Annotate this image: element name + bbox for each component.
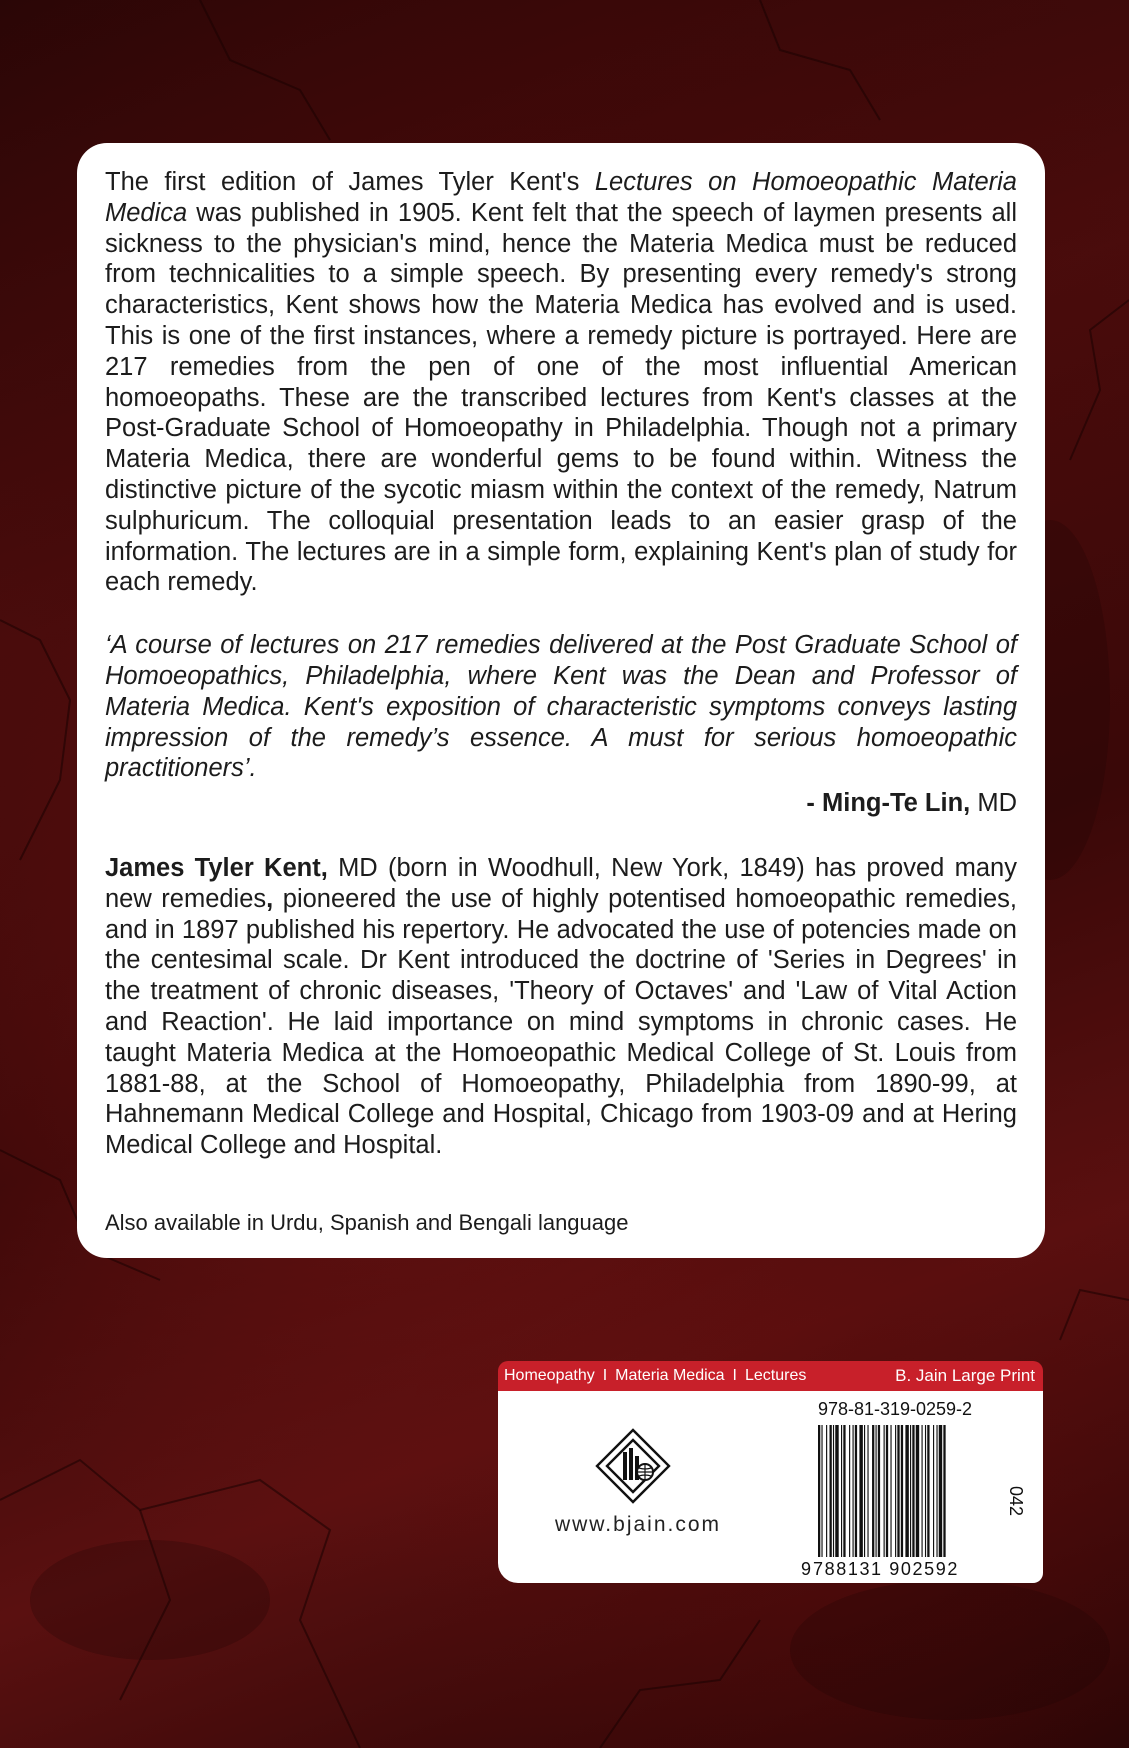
barcode-bar <box>841 1425 842 1557</box>
barcode-bar <box>853 1425 854 1557</box>
barcode-bar <box>833 1425 834 1557</box>
barcode-bar <box>821 1425 822 1557</box>
attribution-name: Ming-Te Lin, <box>822 789 971 818</box>
barcode-bar <box>855 1425 857 1557</box>
barcode-bar <box>867 1425 868 1557</box>
category-lectures: Lectures <box>745 1367 807 1384</box>
attribution-credential: MD <box>970 789 1017 818</box>
barcode-bar <box>901 1425 903 1557</box>
barcode-bar <box>884 1425 885 1557</box>
barcode-bar <box>843 1425 845 1557</box>
barcode-bar <box>910 1425 911 1557</box>
barcode-bar <box>818 1425 820 1557</box>
category-separator: I <box>732 1367 737 1384</box>
barcode-bar <box>849 1425 850 1557</box>
barcode-bar <box>859 1425 862 1557</box>
barcode-addon: 042 <box>1006 1486 1026 1517</box>
barcode-bar <box>936 1425 937 1557</box>
barcode-bar <box>939 1425 942 1557</box>
category-tag-bar <box>498 1361 1043 1391</box>
bjain-logo-icon <box>593 1426 673 1506</box>
book-description <box>105 167 1017 598</box>
barcode-bar <box>890 1425 891 1557</box>
barcode-bar <box>835 1425 838 1557</box>
also-available-note: Also available in Urdu, Spanish and Bengali language <box>105 1210 629 1235</box>
barcode-bar <box>925 1425 926 1557</box>
barcode-bar <box>905 1425 908 1557</box>
barcode-bar <box>897 1425 899 1557</box>
barcode-bar <box>864 1425 865 1557</box>
testimonial-quote: ‘A course of lectures on 217 remedies delivered at the Post Graduate School of Homoeopathics, Philadelphia, where Kent was the Dean and Professor of Materia Medica. Kent's exposition of characteristic symptoms conveys lasting impression of the remedy’s essence. A must for serious homoeopathic practitioners’. <box>105 631 1017 783</box>
barcode-bar <box>826 1425 827 1557</box>
barcode-bar <box>933 1425 934 1557</box>
author-bio-text-a: MD (born in Woodhull, New York, 1849) has proved many new remedies <box>105 853 1017 913</box>
category-list <box>504 1367 806 1385</box>
isbn-barcode <box>816 1425 1024 1557</box>
barcode-bar <box>895 1425 896 1557</box>
attribution-dash: - <box>806 789 822 818</box>
barcode-bar <box>943 1425 945 1557</box>
publisher-website: www.bjain.com <box>554 1513 722 1536</box>
category-materia-medica: Materia Medica <box>615 1367 725 1384</box>
isbn-number: 978-81-319-0259-2 <box>817 1399 973 1419</box>
barcode-bar <box>878 1425 880 1557</box>
series-name: B. Jain Large Print <box>895 1366 1035 1385</box>
barcode-bar <box>876 1425 877 1557</box>
barcode-bar <box>916 1425 919 1557</box>
description-panel <box>77 143 1045 1258</box>
barcode-bar <box>927 1425 929 1557</box>
barcode-bar <box>912 1425 914 1557</box>
category-homeopathy: Homeopathy <box>504 1367 595 1384</box>
testimonial-attribution <box>105 788 1017 819</box>
author-bio-text-b: pioneered the use of highly potentised homoeopathic remedies, and in 1897 published his repertory. He advocated the use of potencies made on the centesimal scale. Dr Kent introduced the doctrine of 'Series in Degrees' in the treatment of chronic diseases, 'Theory of Octaves' and 'Law of Vital Action and Reaction'. He laid importance on mind symptoms in chronic cases. He taught Materia Medica at the Homoeopathic Medical College of St. Louis from 1881-88, at the School of Homoeopathy, Philadelphia from 1890-99, at Hahnemann Medical College and Hospital, Chicago from 1903-09 and at Hering Medical College and Hospital. <box>105 884 1017 1160</box>
publisher-barcode-box <box>498 1391 1043 1583</box>
barcode-first-digit: 9 <box>801 1559 812 1579</box>
barcode-bar <box>830 1425 832 1557</box>
book-title-italic: Lectures on Homoeopathic Materia Medica <box>105 168 1017 227</box>
description-text-start: The first edition of James Tyler Kent's <box>105 168 595 196</box>
description-text-rest: was published in 1905. Kent felt that the speech of laymen presents all sickness to the physician's mind, hence the Materia Medica must be reduced from technicalities to a simple speech. By presenting every remedy's strong characteristics, Kent shows how the Materia Medica has evolved and is used. This is one of the first instances, where a remedy picture is portrayed. Here are 217 remedies from the pen of one of the most influential American homoeopaths. These are the transcribed lectures from Kent's classes at the Post-Graduate School of Homoeopathy in Philadelphia. Though not a primary Materia Medica, there are wonderful gems to be found within. Witness the distinctive picture of the sycotic miasm within the context of the remedy, Natrum sulphuricum. The colloquial presentation leads to an easier grasp of the information. The lectures are in a simple form, explaining Kent's plan of study for each remedy. <box>105 198 1017 597</box>
barcode-bar <box>886 1425 888 1557</box>
author-name: James Tyler Kent, <box>105 853 328 882</box>
barcode-bar <box>922 1425 923 1557</box>
barcode-digits: 788131 902592 <box>813 1559 959 1579</box>
category-separator: I <box>602 1367 608 1384</box>
author-bio-comma: , <box>266 884 274 913</box>
author-bio <box>105 853 1017 1161</box>
barcode-bar <box>872 1425 874 1557</box>
